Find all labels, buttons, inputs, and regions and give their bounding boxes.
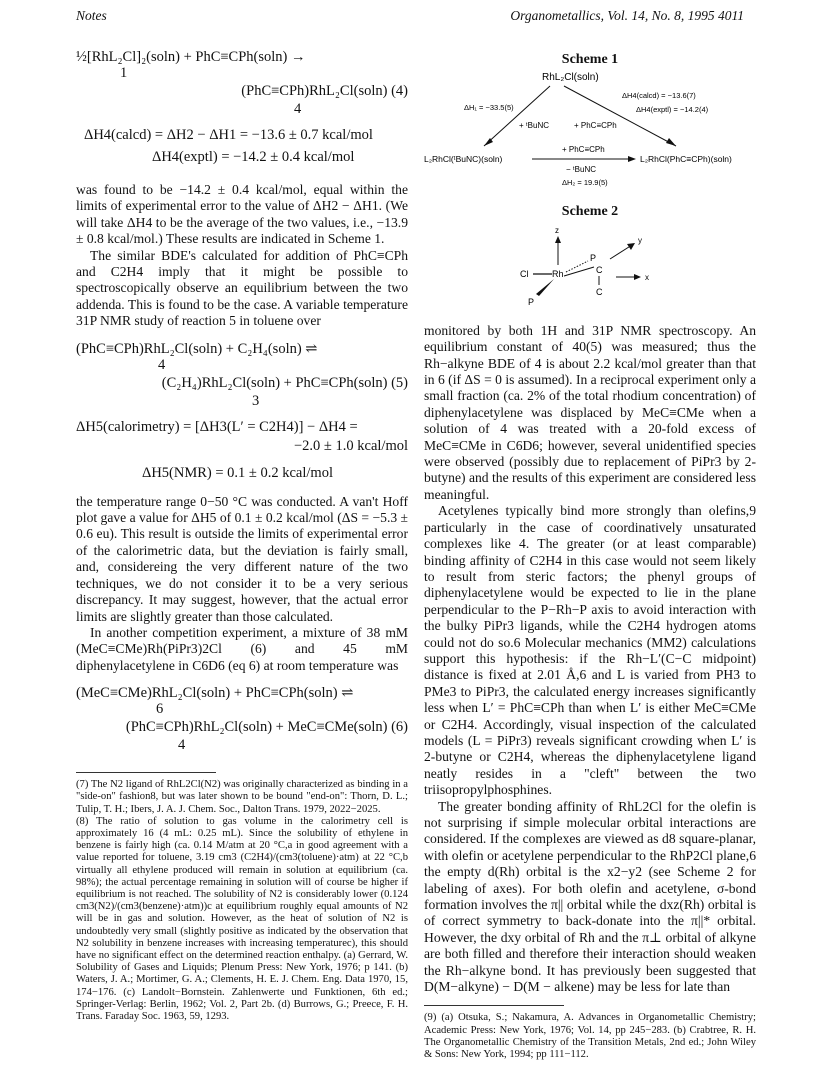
footnote-rule (76, 772, 216, 773)
eq4-line1: ½[RhL₂Cl]₂(soln) + PhC≡CPh(soln) → (76, 49, 306, 65)
eq4-compound-1: 1 (120, 65, 128, 81)
scheme1-arrowhead-right (666, 138, 676, 146)
eq6-compound-4: 4 (178, 737, 186, 754)
scheme2-x-label: x (645, 272, 649, 282)
paragraph-1: was found to be −14.2 ± 0.4 kcal/mol, equal within the limits of experimental error to the value of ΔH2 − ΔH1. (We will take ΔH4 to be the average of the two values, i.e., −13.9 ± 0.8 kcal/mol.) These results are indicated in Scheme 1. (76, 182, 408, 247)
equation-4 (76, 48, 408, 166)
scheme2-c-top: C (596, 264, 603, 275)
header-journal: Organometallics, Vol. 14, No. 8, 1995 4011 (510, 8, 744, 23)
eq4-dh-exptl: ΔH4(exptl) = −14.2 ± 0.4 kcal/mol (152, 149, 355, 165)
paragraph-r3: The greater bonding affinity of RhL2Cl for the olefin is not surprising if simple molecular orbital interactions are considered. If the complexes are viewed as d8 square-planar, with olefin or acetylene perpendicular to the RhP2Cl plane,6 the empty d(Rh) orbital is the x2−y2 (see Scheme 2 for labeling of axes). For both olefin and acetylene, σ-bond formation involves the π|| orbital while the dxz(Rh) orbital is of correct symmetry to back-donate into the π||* orbital. However, the dxy orbital of Rh and the π⊥ orbital of alkyne are both filled and therefore their interaction should weaken the Rh−alkyne bond. It has previously been suggested that D(M−alkyne) − D(M − alkene) may be less for late than (424, 798, 756, 995)
scheme-2-diagram (424, 221, 756, 313)
equation-6 (76, 684, 408, 762)
scheme1-rhl2cl: RhL₂Cl(soln) (542, 72, 599, 84)
footnote-8: (8) The ratio of solution to gas volume in the calorimetry cell is approximately 16 (4 mL: 0.25 mL). Since the solubility of ethylene in benzene is fairly high (ca. 0.14 M/atm at 20 °C,a in good agreement with a value reported for toluene, 3.19 cm3 (C2H4)/(cm3(toluene)·atm) at 22 °C,b virtually all ethylene produced will remain in solution at equilibrium (ca. 98%); the actual percentage remaining in solution will of course be higher if equilibrium is not reached. The solubility of N2 is considerably lower (0.124 cm3(N2)/(cm3(benzene)·atm))c at equilibrium roughly equal amounts of N2 will be in gas and solution. However, as the heat of solution of N2 is undoubtedly very small (slightly positive as indicated by the observation that N2 solubility in benzene increases with increasing temperaturec), this should have no significant effect on the determined reaction enthalpy. (a) Gerrard, W. Solubility of Gases and Liquids; Plenum Press: New York, 1976; p 141. (b) Waters, J. A.; Mortimer, G. A.; Clements, H. E. J. Chem. Eng. Data 1970, 15, 174−176. (c) Landolt−Bornstein. Zahlenwerte und Funktionen, 6th ed.; Springer-Verlag: Berlin, 1962; Vol. 2, Part 2b. (d) Burrows, G.; Preece, F. H. Trans. Faraday Soc. 1963, 59, 1293. (76, 815, 408, 1022)
scheme2-p-back: P (590, 252, 597, 263)
scheme1-mid-bottom: − ᵗBuNC (566, 165, 596, 175)
right-column (424, 52, 756, 1061)
scheme1-mid-top: + PhC≡CPh (562, 145, 605, 155)
scheme2-p-front: P (528, 296, 535, 307)
scheme2-y-label: y (638, 235, 642, 245)
scheme1-dh2: ΔH₂ = 19.9(5) (562, 178, 608, 188)
header-section: Notes (76, 8, 107, 23)
scheme1-dh4-exptl: ΔH4(exptl) = −14.2(4) (636, 105, 709, 115)
scheme1-add-tbunc: + ᵗBuNC (519, 121, 549, 131)
scheme2-y-axis (610, 245, 632, 259)
equation-5 (76, 340, 408, 482)
footnote-7: (7) The N2 ligand of RhL2Cl(N2) was originally characterized as binding in a "side-on" fashion8, but was later shown to be bound "end-on": Thorn, D. L.; Tulip, T. H.; Ibers, J. A. J. Chem. Soc., Dalton Trans. 1979, 2022−2025. (76, 779, 408, 815)
eq4-dh-calcd: ΔH4(calcd) = ΔH2 − ΔH1 = −13.6 ± 0.7 kcal/mol (84, 127, 373, 143)
eq6-line2: (PhC≡CPh)RhL₂Cl(soln) + MeC≡CMe(soln) (6) (125, 719, 408, 736)
paragraph-r2: Acetylenes typically bind more strongly than olefins,9 particularly in the case of coordinatively unsaturated complexes like 4. The greater (or at least comparable) binding affinity of C2H4 in this case would not seem likely to result from steric factors; the phenyl groups of diphenylacetylene would be expected to lie in the plane perpendicular to the P−Rh−P axis to avoid interaction with the bulky PiPr3 ligands, while the C2H4 hydrogen atoms could not do so.6 Molecular mechanics (MM2) calculations support this hypothesis: if the Rh−L′(C−C midpoint) distance is fixed at 2.01 Å,6 and L is varied from PH3 to PMe3 to PiPr3, the calculated energy increases significantly less when L′ = PhC≡CPh than when L′ is either MeC≡CMe or C2H4. Accordingly, visual inspection of the calculated models (L = PiPr3) reveals significant crowding when L′ is 2-butyne or C2H4, whereas the diphenylacetylene ligand neatly resides in a "cleft" between the two triisopropylphosphines. (424, 503, 756, 798)
scheme2-z-label: z (555, 225, 559, 235)
footnote-rule-right (424, 1005, 564, 1006)
eq5-compound-3: 3 (252, 392, 260, 409)
paragraph-2: The similar BDE's calculated for addition of PhC≡CPh and C2H4 imply that it might be possible to spectroscopically observe an equilibrium between the two addenda. This is found to be the case. A variable temperature 31P NMR study of reaction 5 in toluene over (76, 247, 408, 329)
scheme2-cl: Cl (520, 268, 529, 279)
eq4-line2: (PhC≡CPh)RhL₂Cl(soln) (4) (241, 83, 408, 99)
scheme1-arrow-left (484, 86, 550, 146)
scheme2-rh: Rh (552, 268, 564, 279)
scheme2-z-arrowhead (555, 236, 561, 243)
scheme2-rh-p-bond-back (566, 261, 588, 272)
scheme2-c-bottom: C (596, 286, 603, 297)
eq5-compound-4: 4 (158, 356, 166, 373)
scheme1-right-species: L₂RhCl(PhC≡CPh)(soln) (640, 154, 732, 165)
left-column (76, 48, 408, 1023)
eq5-dh-nmr: ΔH5(NMR) = 0.1 ± 0.2 kcal/mol (142, 464, 333, 481)
scheme1-add-phccph: + PhC≡CPh (574, 121, 617, 131)
eq5-dh-calorimetry-value: −2.0 ± 1.0 kcal/mol (294, 437, 408, 454)
paragraph-4: In another competition experiment, a mixture of 38 mM (MeC≡CMe)Rh(PiPr3)2Cl (6) and 45 mM diphenylacetylene in C6D6 (eq 6) at room temperature was (76, 624, 408, 673)
scheme-1-diagram (424, 68, 756, 198)
scheme2-y-arrowhead (627, 243, 635, 250)
eq4-compound-4: 4 (294, 101, 302, 117)
scheme1-left-species: L₂RhCl(ᵗBuNC)(soln) (424, 154, 503, 165)
eq5-dh-calorimetry: ΔH5(calorimetry) = [ΔH3(L′ = C2H4)] − ΔH4 = (76, 418, 358, 435)
scheme-2-title: Scheme 2 (561, 204, 619, 220)
paragraph-3: the temperature range 0−50 °C was conducted. A van't Hoff plot gave a value for ΔH5 of 0.1 ± 0.2 kcal/mol (ΔS = −5.3 ± 0.6 eu). This result is outside the limits of experimental error of the calorimetric data, but the deviation is fairly small, and, considereing the very different nature of the two techniques, we do not consider it to be a very serious discrepancy. It may suggest, however, that the actual error limits are slightly greater than those calculated. (76, 493, 409, 624)
footnote-9: (9) (a) Otsuka, S.; Nakamura, A. Advances in Organometallic Chemistry; Academic Press: New York, 1976; Vol. 14, pp 245−283. (b) Crabtree, R. H. The Organometallic Chemistry of the Transition Metals, 2nd ed.; John Wiley & Sons: New York, 1994; pp 111−112. (424, 1012, 756, 1061)
scheme2-rh-alkyne-bond (564, 267, 594, 276)
eq5-line2: (C₂H₄)RhL₂Cl(soln) + PhC≡CPh(soln) (5) (161, 374, 408, 391)
paragraph-r1: monitored by both 1H and 31P NMR spectroscopy. An equilibrium constant of 40(5) was measured; thus the Rh−alkyne BDE of 4 is about 2.2 kcal/mol greater than that in 6 (if ΔS = 0 is assumed). In a reciprocal experiment only a small fraction (ca. 2% of the total rhodium concentration) of diphenylacetylene was displaced by MeC≡CMe when a solution of 4 was treated with a 20-fold excess of MeC≡CMe in C6D6; however, several unidentified species were observed (possibly due to replacement of PiPr3 by 2-butyne) and the results of this experiment are considered less meaningful. (424, 322, 756, 502)
scheme1-dh4-calcd: ΔH4(calcd) = −13.6(7) (622, 91, 696, 101)
scheme2-x-arrowhead (634, 274, 641, 280)
eq6-compound-6: 6 (156, 701, 164, 718)
eq5-line1: (PhC≡CPh)RhL₂Cl(soln) + C₂H₄(soln) ⇌ (76, 340, 318, 357)
scheme2-rh-p-bond-front (536, 279, 554, 296)
eq6-line1: (MeC≡CMe)RhL₂Cl(soln) + PhC≡CPh(soln) ⇌ (76, 685, 354, 702)
running-header (76, 6, 744, 28)
scheme1-dh1: ΔH₁ = −33.5(5) (464, 103, 514, 113)
scheme-1-title: Scheme 1 (561, 52, 619, 67)
scheme1-arrowhead-mid (628, 156, 636, 162)
